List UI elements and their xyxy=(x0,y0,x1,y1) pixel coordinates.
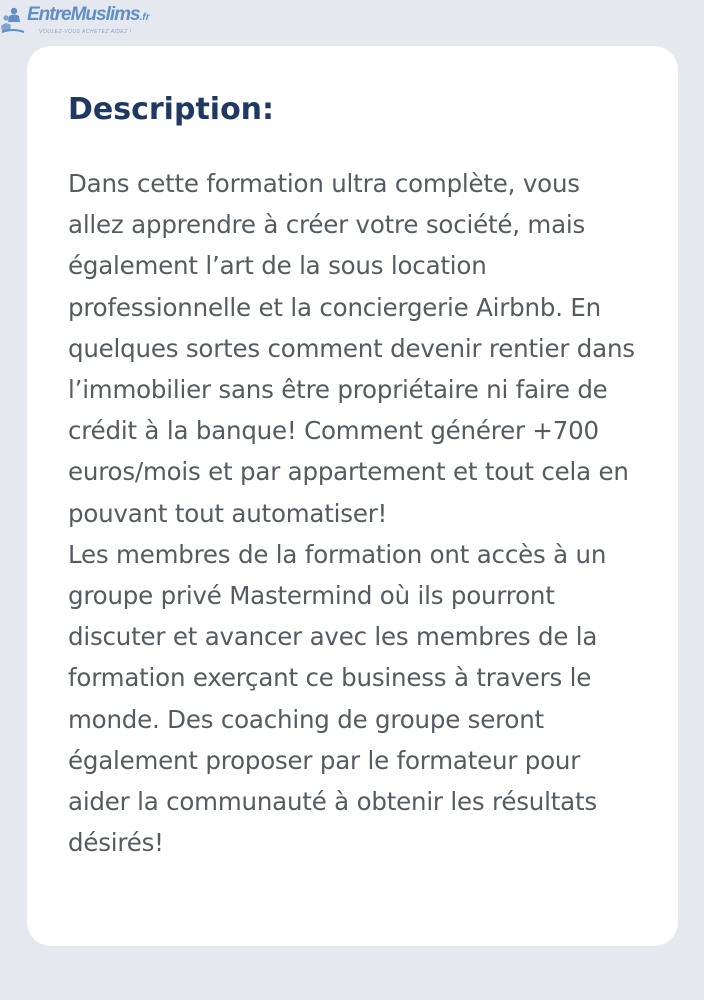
description-paragraph: Les membres de la formation ont accès à un groupe privé Mastermind où ils pourront discuter et avancer avec les membres de la formation exerçant ce business à travers le monde. Des coaching de groupe seront également proposer par le formateur pour aider la communauté à obtenir les résultats désirés! xyxy=(68,539,607,858)
description-title: Description: xyxy=(68,92,275,127)
description-body xyxy=(68,163,638,863)
logo-wordmark xyxy=(27,4,150,29)
description-paragraph: Dans cette formation ultra complète, vous allez apprendre à créer votre société, mais également l’art de la sous location professionnelle et la conciergerie Airbnb. En quelques sortes comment devenir rentier dans l’immobilier sans être propriétaire ni faire de crédit à la banque! Comment générer +700 euros/mois et par appartement et tout cela en pouvant tout automatiser! xyxy=(68,169,635,528)
site-logo[interactable] xyxy=(0,4,150,40)
logo-tld: .fr xyxy=(139,12,150,23)
logo-people-icon xyxy=(0,6,26,36)
logo-tagline: VOULEZ-VOUS ACHETEZ AIDEZ ! xyxy=(39,29,132,35)
logo-name: EntreMuslims xyxy=(27,4,140,25)
description-card xyxy=(27,46,678,946)
